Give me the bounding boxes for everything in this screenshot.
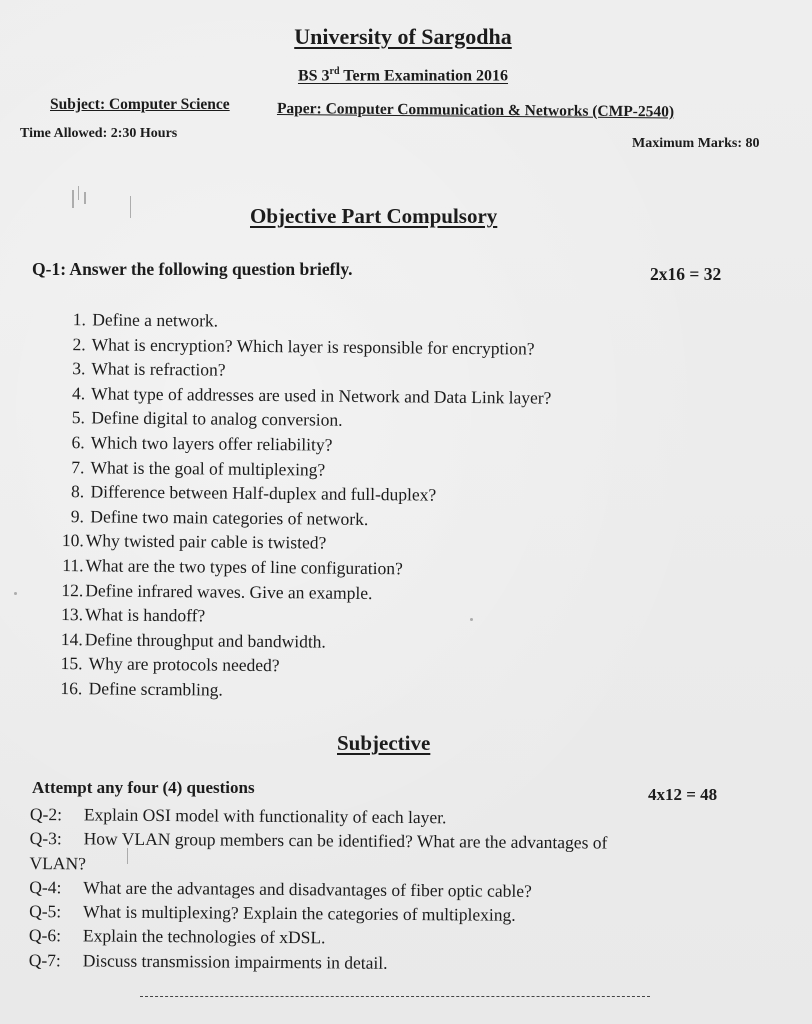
- item-text: Why twisted pair cable is twisted?: [85, 530, 327, 553]
- list-item: [30, 826, 608, 855]
- exam-title-suffix: Term Examination 2016: [339, 67, 509, 85]
- subjective-question-list: [29, 802, 608, 977]
- item-text: What type of addresses are used in Network and Data Link layer?: [91, 383, 552, 408]
- item-text: What is handoff?: [84, 604, 206, 626]
- scan-mark: [14, 592, 17, 595]
- subjective-marks: 4x12 = 48: [648, 785, 718, 804]
- item-number: 14.: [60, 628, 83, 649]
- exam-title: [0, 66, 806, 85]
- question-text: How VLAN group members can be identified? What are the advantages of: [83, 828, 608, 853]
- exam-title-prefix: BS 3: [297, 67, 330, 85]
- objective-question-list: [54, 307, 552, 705]
- item-number: 1.: [72, 309, 86, 330]
- item-number: 11.: [62, 554, 84, 576]
- item-text: Difference between Half-duplex and full-duplex?: [90, 481, 437, 505]
- maximum-marks: Maximum Marks: 80: [632, 136, 760, 151]
- item-number: 10.: [61, 530, 84, 551]
- question-number: Q-7:: [28, 949, 61, 971]
- item-number: 13.: [61, 604, 84, 625]
- question-number: Q-2:: [29, 803, 63, 825]
- item-text: Why are protocols needed?: [88, 653, 280, 676]
- item-number: 4.: [71, 382, 86, 404]
- scan-mark: [130, 196, 131, 218]
- item-text: Define throughput and bandwidth.: [84, 628, 326, 652]
- exam-title-sup: rd: [329, 66, 340, 77]
- subjective-instruction: Attempt any four (4) questions: [32, 778, 255, 797]
- item-number: 3.: [72, 358, 86, 379]
- objective-heading: Objective Part Compulsory: [250, 204, 498, 228]
- question-text-continued: VLAN?: [29, 852, 86, 874]
- question-number: Q-4:: [29, 876, 62, 898]
- item-text: What is refraction?: [91, 358, 226, 380]
- scan-mark: [72, 190, 74, 208]
- scan-mark: [78, 186, 79, 200]
- item-number: 8.: [71, 481, 85, 502]
- item-text: What is encryption? Which layer is responsible for encryption?: [91, 333, 535, 359]
- paper-label: Paper: Computer Communication & Networks (CMP-2540): [276, 100, 675, 121]
- question-text: Discuss transmission impairments in detail.: [82, 950, 388, 973]
- end-divider: [140, 996, 650, 997]
- subjective-heading: Subjective: [337, 731, 431, 755]
- university-title: University of Sargodha: [294, 24, 512, 49]
- item-number: 16.: [60, 677, 83, 699]
- q1-label: Q-1: Answer the following question briefly.: [32, 259, 353, 279]
- list-item: [29, 948, 607, 977]
- question-text: Explain the technologies of xDSL.: [82, 925, 326, 948]
- question-text: Explain OSI model with functionality of each layer.: [83, 804, 447, 828]
- question-number: Q-3:: [29, 828, 62, 849]
- item-text: What are the two types of line configuration?: [85, 555, 403, 579]
- item-text: Define digital to analog conversion.: [91, 407, 343, 431]
- item-text: Define two main categories of network.: [90, 506, 369, 529]
- list-item: [54, 676, 548, 705]
- question-text: What are the advantages and disadvantages of fiber optic cable?: [83, 877, 532, 901]
- subject-label: Subject: Computer Science: [50, 96, 230, 113]
- time-allowed: Time Allowed: 2:30 Hours: [20, 126, 178, 141]
- item-number: 12.: [61, 579, 84, 600]
- scan-mark: [84, 192, 86, 204]
- item-text: Which two layers offer reliability?: [90, 432, 333, 455]
- item-number: 6.: [71, 432, 85, 453]
- item-text: Define scrambling.: [88, 678, 223, 700]
- question-text: What is multiplexing? Explain the categories of multiplexing.: [83, 901, 516, 926]
- item-number: 5.: [71, 407, 86, 428]
- question-number: Q-6:: [28, 925, 62, 946]
- item-number: 9.: [70, 505, 85, 527]
- item-number: 15.: [60, 653, 83, 674]
- item-text: Define a network.: [92, 309, 219, 331]
- item-text: What is the goal of multiplexing?: [90, 456, 326, 480]
- item-number: 2.: [72, 333, 86, 354]
- item-number: 7.: [71, 456, 85, 477]
- q1-marks: 2x16 = 32: [650, 264, 722, 284]
- question-number: Q-5:: [29, 901, 62, 922]
- item-text: Define infrared waves. Give an example.: [85, 579, 373, 603]
